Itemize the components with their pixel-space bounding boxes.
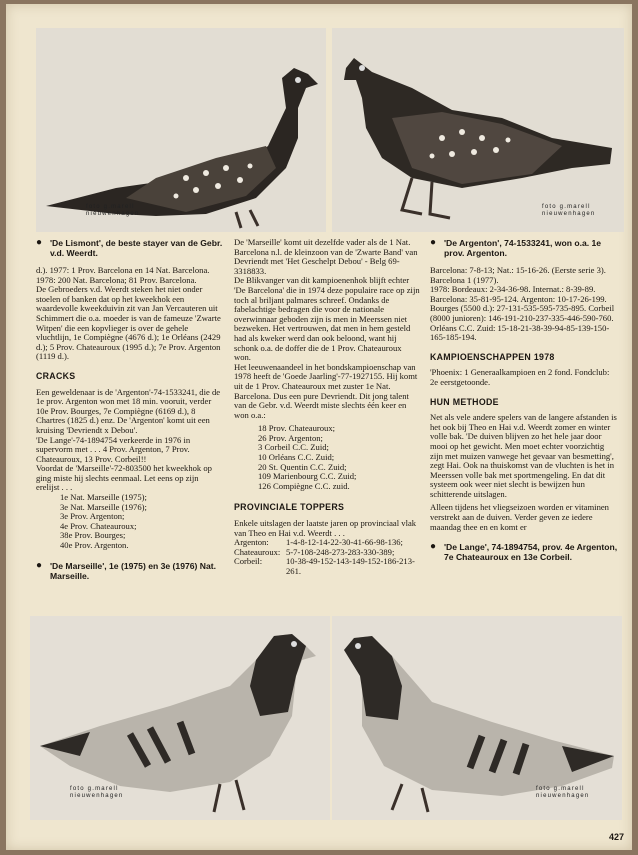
paragraph: Het leeuwenaandeel in het bondskampioenschap van 1978 heeft de 'Goede Jaarling'-77-1927155. Hij komt uit de 1 Prov. Chateauroux met zuster 1e Nat. Barcelona. Dus een pure Devriendt. Dit jong talent van de Gebr. v.d. Weerdt miste slechts één keer en won o.a.: bbox=[234, 361, 418, 420]
page-number: 427 bbox=[608, 832, 624, 842]
photo-lismont-pigeon bbox=[36, 28, 326, 232]
list-item: 4e Prov. Chateauroux; bbox=[60, 520, 137, 531]
honours-list bbox=[36, 493, 224, 551]
heading-cracks: CRACKS bbox=[36, 370, 76, 381]
bullet-icon: ● bbox=[36, 237, 43, 248]
list-item: 3e Nat. Marseille (1976); bbox=[60, 501, 147, 512]
list-item: 126 Compiègne C.C. zuid. bbox=[258, 480, 350, 491]
heading-provinciale-toppers: PROVINCIALE TOPPERS bbox=[234, 502, 345, 513]
list-item: 26 Prov. Argenton; bbox=[258, 432, 323, 443]
paragraph: Een geweldenaar is de 'Argenton'-74-1533241, die de 1e prov. Argenton won met 18 min. vooruit, verder 10e Prov. Bourges, 7e Compiègne (6169 d.), 8 Chartres (1825 d.) enz. De 'Argenton' komt uit een kruising 'Devriendt x Debou'. bbox=[36, 386, 221, 435]
heading-hun-methode: HUN METHODE bbox=[430, 396, 499, 407]
bullet-icon: ● bbox=[430, 237, 437, 248]
photo-lange-pigeon bbox=[332, 616, 622, 820]
column-2 bbox=[234, 238, 420, 577]
magazine-page bbox=[6, 4, 632, 850]
list-item: 38e Prov. Bourges; bbox=[60, 530, 126, 541]
bullet-icon: ● bbox=[36, 559, 43, 571]
caption-lange: ● 'De Lange', 74-1894754, prov. 4e Argenton, 7e Chateauroux en 13e Corbeil. bbox=[430, 541, 618, 563]
list-item: 3 Corbeil C.C. Zuid; bbox=[258, 442, 329, 453]
column-1 bbox=[36, 238, 224, 581]
photo-credit: foto g.marell nieuwenhagen bbox=[86, 204, 140, 217]
results-list bbox=[234, 424, 420, 491]
paragraph: Enkele uitslagen der laatste jaren op provinciaal vlak van Theo en Hai v.d. Weerdt . . . bbox=[234, 518, 417, 538]
heading-kampioenschappen: KAMPIOENSCHAPPEN 1978 bbox=[430, 351, 555, 362]
paragraph: d.). 1977: 1 Prov. Barcelona en 14 Nat. Barcelona. 1978: 200 Nat. Barcelona; 81 Prov. Barcelona. bbox=[36, 265, 210, 285]
paragraph: 1978: Bordeaux: 2-34-36-98. Internat.: 8-39-89. Barcelona: 35-81-95-124. Argenton: 10-17-26-199. Bourges (5500 d.): 27-131-535-595-735-895. Corbeil (8000 junioren): 146-191-210-237-335-446-590-760. Orléans C.C. Zuid: 15-18-21-38-39-94-85-139-150-165-185-194. bbox=[430, 284, 615, 343]
paragraph: Net als vele andere spelers van de langere afstanden is het ook bij Theo en Hai v.d. Weerdt zomer en winter volle bak. 'De duiven blijven zo het hele jaar door mooi op het gewicht. Men moet echter voorzichtig zijn met muizen vanwege het gevaar van besmetting', zegt Hai. Ook na thuiskomst van de vluchten is het in Meerssen volle bak met sportmengeling. En dat dit systeem ook weer niet slecht is bewijzen hun schitterende uitslagen. bbox=[430, 412, 617, 499]
photo-argenton-pigeon bbox=[332, 28, 624, 232]
caption-marseille: ● 'De Marseille', 1e (1975) en 3e (1976) Nat. Marseille. bbox=[36, 559, 217, 581]
list-item: 10 Orléans C.C. Zuid; bbox=[258, 452, 335, 463]
list-item: 3e Prov. Argenton; bbox=[60, 511, 125, 522]
caption-lismont: ● 'De Lismont', de beste stayer van de Gebr. v.d. Weerdt. bbox=[36, 237, 223, 258]
paragraph: De Blikvanger van dit kampioenenhok blijft echter 'De Barcelona' die in 1974 deze populaire race op zijn toch al briljant palmares schreef. Ondanks de fabelachtige bedragen die voor de nationale overwinnaar geboden zijn is men in Meerssen niet bezweken. Het vertrouwen, dat men in hem gesteld had als kweker werd dan ook beloond, want hij schonk o.a. de doffer die de 1 Prov. Chateauroux won. bbox=[234, 275, 420, 363]
pigeon-illustration bbox=[36, 28, 326, 232]
bullet-icon: ● bbox=[430, 541, 437, 553]
column-3 bbox=[430, 238, 618, 562]
caption-argenton: ● 'De Argenton', 74-1533241, won o.a. 1e prov. Argenton. bbox=[430, 237, 602, 258]
photo-credit: foto g.marell nieuwenhagen bbox=[536, 786, 590, 799]
paragraph: 'De Lange'-74-1894754 verkeerde in 1976 in supervorm met . . . 4 Prov. Argenton, 7 Prov. Chateauroux, 13 Prov. Corbeil!! bbox=[36, 434, 191, 464]
results-row: Corbeil: 10-38-49-152-143-149-152-186-213-261. bbox=[234, 556, 415, 576]
paragraph: Barcelona: 7-8-13; Nat.: 15-16-26. (Eerste serie 3). bbox=[430, 265, 606, 275]
results-row: Argenton: 1-4-8-12-14-22-30-41-66-98-136; bbox=[234, 537, 403, 548]
list-item: 1e Nat. Marseille (1975); bbox=[60, 492, 147, 503]
photo-marseille-pigeon bbox=[30, 616, 330, 820]
paragraph: Barcelona 1 (1977). bbox=[430, 274, 499, 285]
pigeon-illustration bbox=[332, 28, 624, 232]
paragraph: 'Phoenix: 1 Generaalkampioen en 2 fond. Fondclub: 2e eerstgetoonde. bbox=[430, 367, 610, 387]
paragraph: Alleen tijdens het vliegseizoen worden er vitaminen verstrekt aan de duiven. Verder geven ze iedere maandag thee en en komt er bbox=[430, 502, 609, 532]
paragraph: De Gebroeders v.d. Weerdt steken het niet onder stoelen of banken dat op het kweekhok een waardevolle kweekduivin zit van Jan Vercauteren uit Schimmert die o.a. moeder is van de fameuze 'Zwarte Witpen' die een kopvlieger is over de gehele vluchtlijn, 1e Compiègne (4676 d.); 1e Orléans (2429 d.); 5 Prov. Chateauroux (1995 d.); 7e Prov. Argenton (1119 d.). bbox=[36, 284, 221, 362]
list-item: 109 Marienbourg C.C. Zuid; bbox=[258, 471, 357, 482]
list-item: 18 Prov. Chateauroux; bbox=[258, 423, 336, 434]
photo-credit: foto g.marell nieuwenhagen bbox=[70, 786, 124, 799]
list-item: 20 St. Quentin C.C. Zuid; bbox=[258, 461, 347, 472]
paragraph: De 'Marseille' komt uit dezelfde vader als de 1 Nat. Barcelona n.l. de kleinzoon van de 'Zwarte Band' van Devriendt met 'Het Geschelpt Debou' - Belg 69-3318833. bbox=[234, 237, 418, 276]
list-item: 40e Prov. Argenton. bbox=[60, 540, 129, 551]
photo-credit: foto g.marell nieuwenhagen bbox=[542, 204, 596, 217]
paragraph: Voordat de 'Marseille'-72-803500 het kweekhok op ging miste hij slechts eenmaal. Let eens op zijn erelijst . . . bbox=[36, 463, 212, 493]
results-row: Chateauroux: 5-7-108-248-273-283-330-389; bbox=[234, 546, 395, 557]
